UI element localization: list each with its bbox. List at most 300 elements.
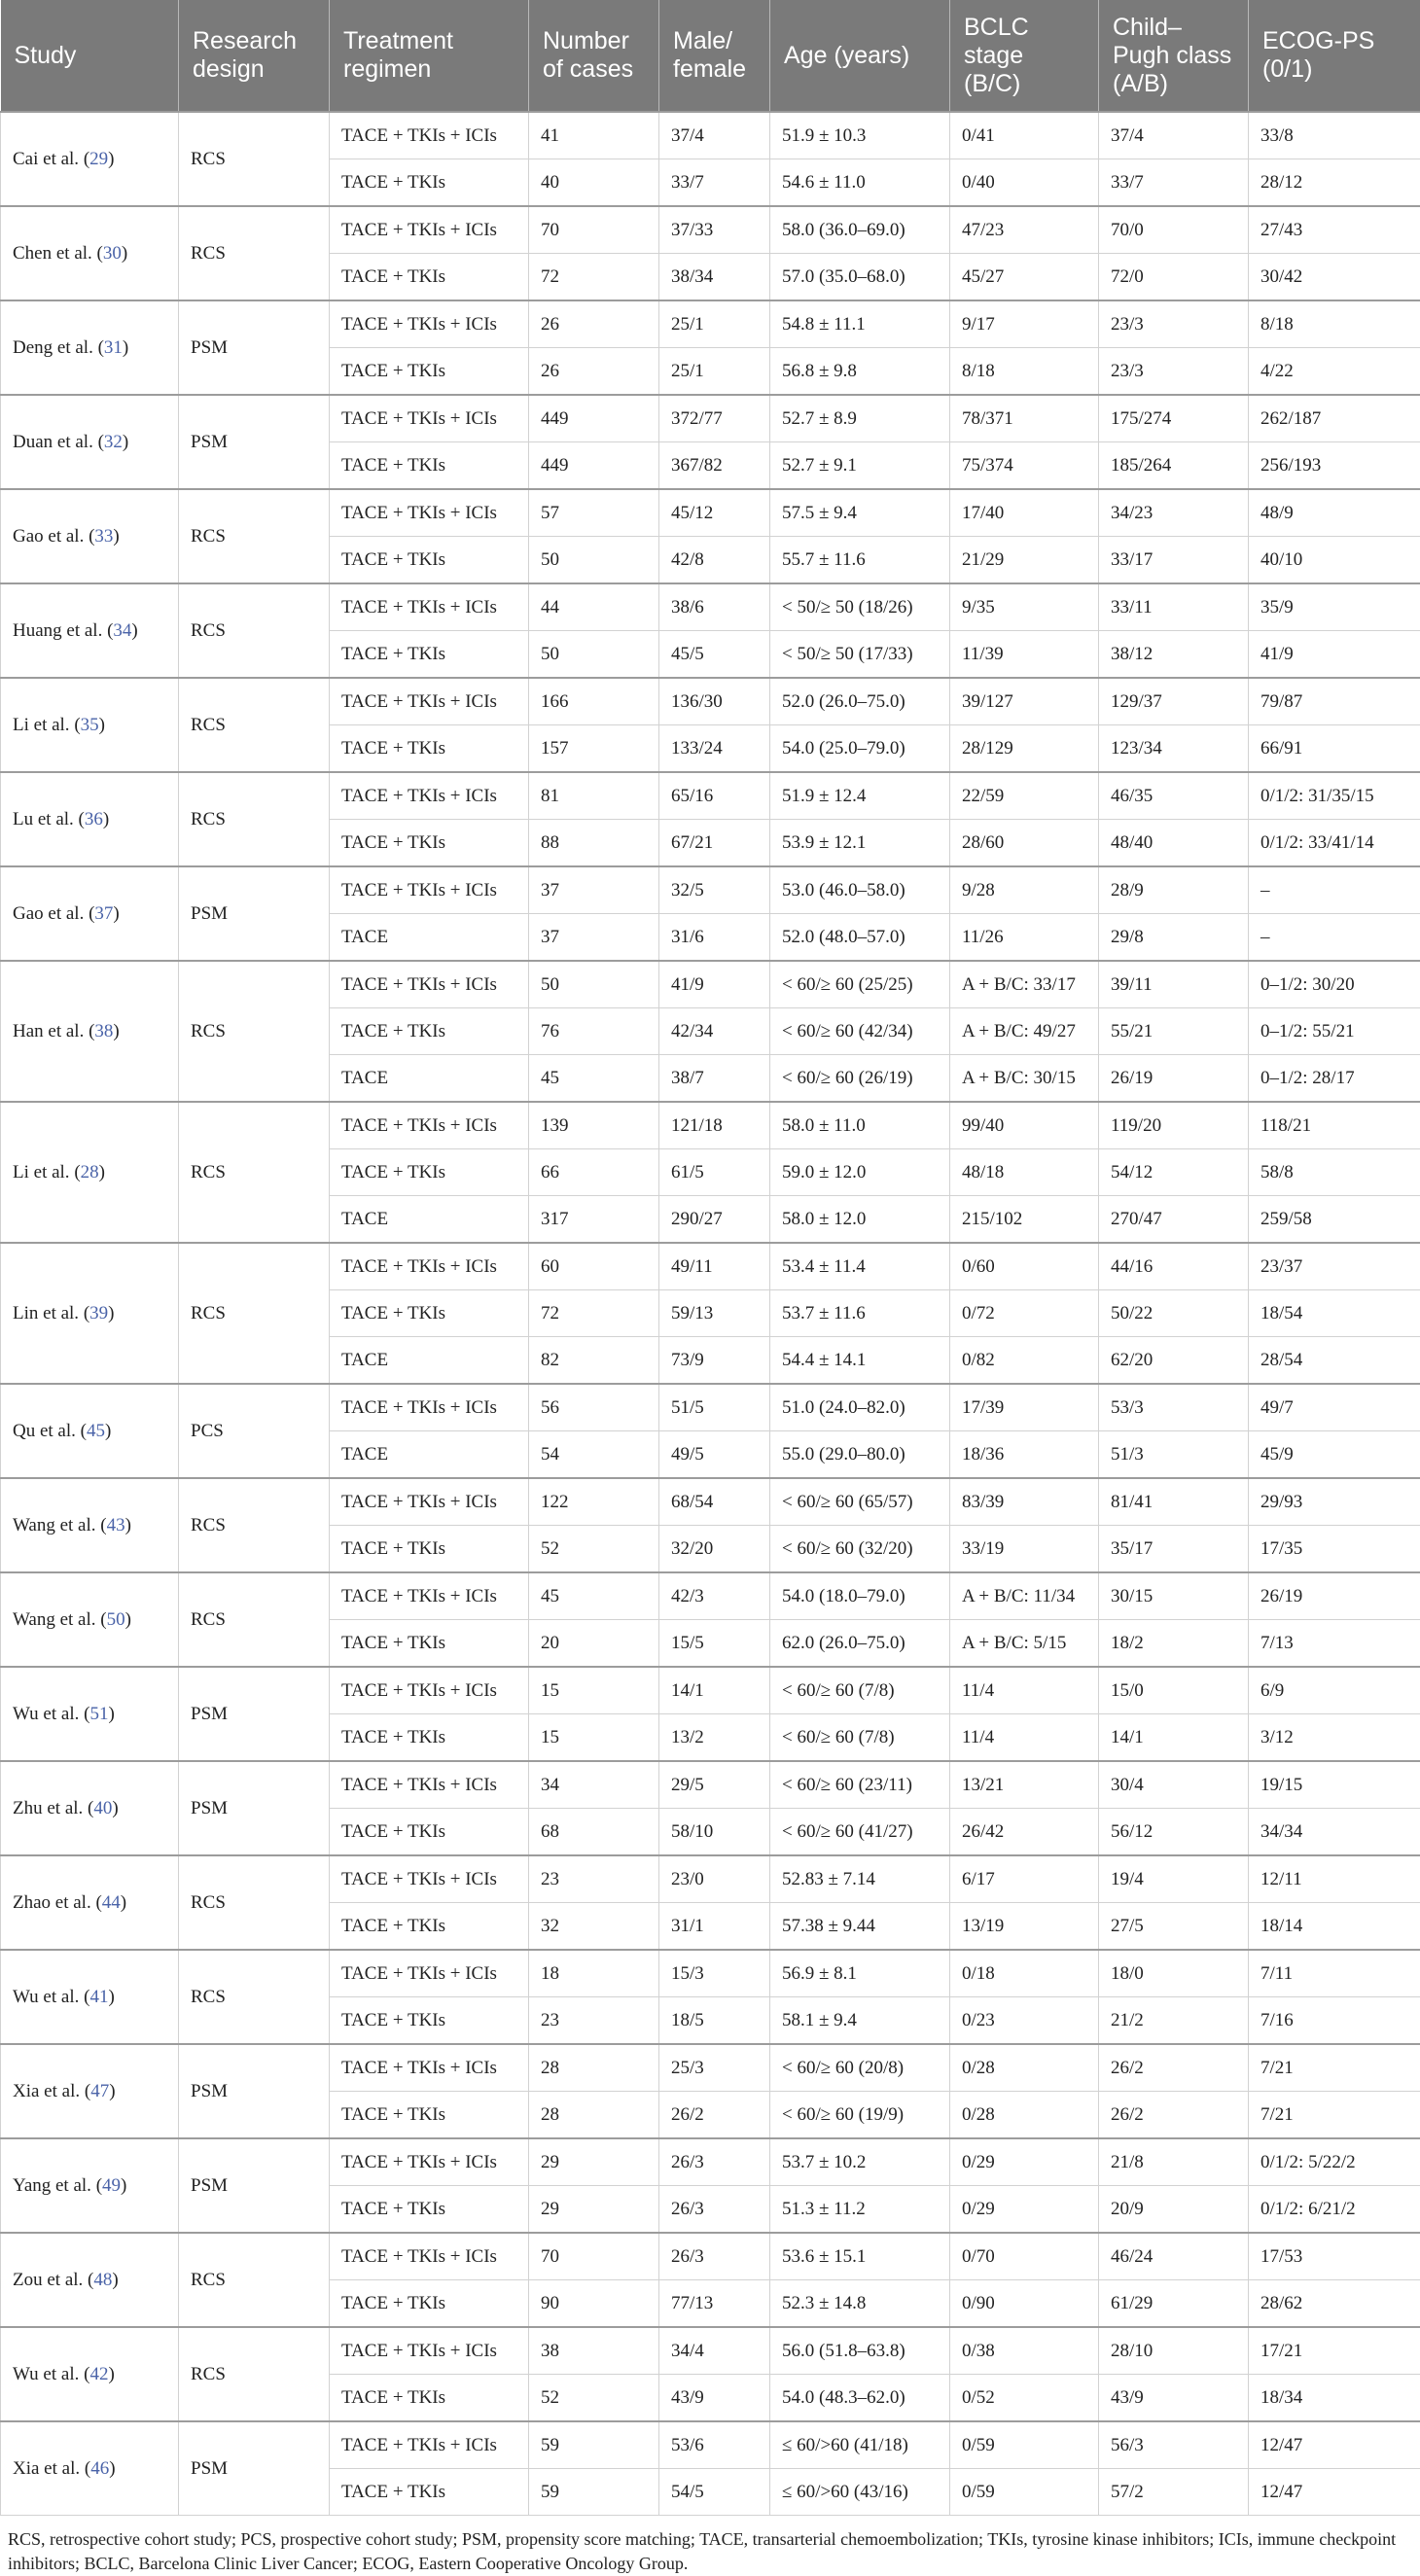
regimen-cell: TACE + TKIs	[330, 820, 529, 867]
sex-ratio-cell: 13/2	[659, 1714, 770, 1762]
ecog-cell: 41/9	[1249, 631, 1420, 679]
bclc-cell: 0/82	[950, 1337, 1099, 1385]
sex-ratio-cell: 37/4	[659, 112, 770, 159]
sex-ratio-cell: 38/6	[659, 583, 770, 631]
regimen-cell: TACE + TKIs	[330, 1526, 529, 1573]
regimen-cell: TACE + TKIs + ICIs	[330, 1384, 529, 1431]
sex-ratio-cell: 42/8	[659, 537, 770, 584]
reference-link[interactable]: 48	[93, 2270, 112, 2290]
ecog-cell: –	[1249, 914, 1420, 962]
age-cell: 53.9 ± 12.1	[770, 820, 950, 867]
ecog-cell: 49/7	[1249, 1384, 1420, 1431]
reference-link[interactable]: 51	[89, 1704, 108, 1724]
age-cell: < 50/≥ 50 (18/26)	[770, 583, 950, 631]
sex-ratio-cell: 38/7	[659, 1055, 770, 1103]
sex-ratio-cell: 67/21	[659, 820, 770, 867]
design-cell: PSM	[179, 866, 330, 961]
reference-link[interactable]: 40	[93, 1798, 112, 1818]
header-age: Age (years)	[770, 0, 950, 112]
bclc-cell: 8/18	[950, 348, 1099, 396]
bclc-cell: 28/129	[950, 725, 1099, 773]
design-cell: RCS	[179, 583, 330, 678]
age-cell: < 60/≥ 60 (32/20)	[770, 1526, 950, 1573]
bclc-cell: 17/39	[950, 1384, 1099, 1431]
regimen-cell: TACE + TKIs	[330, 2280, 529, 2328]
age-cell: 51.9 ± 12.4	[770, 772, 950, 820]
table-row	[1, 489, 1420, 537]
bclc-cell: 9/28	[950, 866, 1099, 914]
child-pugh-cell: 185/264	[1099, 442, 1249, 490]
ecog-cell: 28/54	[1249, 1337, 1420, 1385]
age-cell: 56.0 (51.8–63.8)	[770, 2327, 950, 2375]
study-cell: Wu et al. (42)	[1, 2327, 179, 2421]
child-pugh-cell: 21/8	[1099, 2138, 1249, 2186]
reference-link[interactable]: 34	[113, 620, 131, 641]
cases-cell: 449	[529, 395, 659, 442]
ecog-cell: 7/21	[1249, 2044, 1420, 2092]
reference-link[interactable]: 37	[94, 903, 113, 924]
ecog-cell: 48/9	[1249, 489, 1420, 537]
sex-ratio-cell: 31/6	[659, 914, 770, 962]
age-cell: 56.8 ± 9.8	[770, 348, 950, 396]
ecog-cell: 27/43	[1249, 206, 1420, 254]
bclc-cell: 47/23	[950, 206, 1099, 254]
regimen-cell: TACE + TKIs + ICIs	[330, 2138, 529, 2186]
age-cell: 52.3 ± 14.8	[770, 2280, 950, 2328]
ecog-cell: 6/9	[1249, 1667, 1420, 1714]
design-cell: PSM	[179, 2138, 330, 2233]
reference-link[interactable]: 36	[85, 809, 103, 829]
age-cell: 54.0 (25.0–79.0)	[770, 725, 950, 773]
study-name: Wu et al.	[13, 1704, 79, 1724]
reference-link[interactable]: 31	[104, 337, 123, 358]
ecog-cell: 7/21	[1249, 2092, 1420, 2139]
ecog-cell: 0/1/2: 33/41/14	[1249, 820, 1420, 867]
header-number-of-cases: Number of cases	[529, 0, 659, 112]
ecog-cell: 45/9	[1249, 1431, 1420, 1479]
cases-cell: 28	[529, 2092, 659, 2139]
header-male-female: Male/ female	[659, 0, 770, 112]
child-pugh-cell: 81/41	[1099, 1478, 1249, 1526]
child-pugh-cell: 34/23	[1099, 489, 1249, 537]
regimen-cell: TACE	[330, 1196, 529, 1244]
reference-link[interactable]: 44	[102, 1892, 121, 1913]
sex-ratio-cell: 34/4	[659, 2327, 770, 2375]
reference-link[interactable]: 30	[103, 243, 122, 264]
sex-ratio-cell: 54/5	[659, 2469, 770, 2516]
sex-ratio-cell: 290/27	[659, 1196, 770, 1244]
cases-cell: 29	[529, 2138, 659, 2186]
age-cell: 53.4 ± 11.4	[770, 1243, 950, 1290]
table-row	[1, 1478, 1420, 1526]
design-cell: PSM	[179, 2044, 330, 2138]
study-cell: Zou et al. (48)	[1, 2233, 179, 2327]
child-pugh-cell: 37/4	[1099, 112, 1249, 159]
bclc-cell: 83/39	[950, 1478, 1099, 1526]
study-name: Wu et al.	[13, 1987, 79, 2007]
bclc-cell: 11/4	[950, 1714, 1099, 1762]
sex-ratio-cell: 51/5	[659, 1384, 770, 1431]
study-name: Li et al.	[13, 1162, 70, 1182]
regimen-cell: TACE + TKIs	[330, 1008, 529, 1055]
ecog-cell: 256/193	[1249, 442, 1420, 490]
regimen-cell: TACE + TKIs + ICIs	[330, 206, 529, 254]
design-cell: RCS	[179, 2233, 330, 2327]
cases-cell: 50	[529, 537, 659, 584]
child-pugh-cell: 56/12	[1099, 1809, 1249, 1856]
age-cell: 52.7 ± 9.1	[770, 442, 950, 490]
regimen-cell: TACE + TKIs + ICIs	[330, 772, 529, 820]
study-name: Xia et al.	[13, 2458, 80, 2479]
regimen-cell: TACE + TKIs + ICIs	[330, 1855, 529, 1903]
table-row	[1, 2044, 1420, 2092]
design-cell: RCS	[179, 1950, 330, 2044]
cases-cell: 60	[529, 1243, 659, 1290]
study-name: Han et al.	[13, 1021, 84, 1041]
study-cell: Zhao et al. (44)	[1, 1855, 179, 1950]
study-name: Yang et al.	[13, 2175, 91, 2196]
regimen-cell: TACE + TKIs + ICIs	[330, 112, 529, 159]
child-pugh-cell: 33/11	[1099, 583, 1249, 631]
ecog-cell: 12/11	[1249, 1855, 1420, 1903]
regimen-cell: TACE + TKIs	[330, 442, 529, 490]
child-pugh-cell: 39/11	[1099, 961, 1249, 1008]
study-cell: Han et al. (38)	[1, 961, 179, 1102]
ecog-cell: 34/34	[1249, 1809, 1420, 1856]
study-cell: Yang et al. (49)	[1, 2138, 179, 2233]
study-name: Lu et al.	[13, 809, 74, 829]
reference-link[interactable]: 43	[107, 1515, 125, 1535]
ecog-cell: 23/37	[1249, 1243, 1420, 1290]
study-cell: Gao et al. (37)	[1, 866, 179, 961]
reference-link[interactable]: 35	[81, 715, 99, 735]
ecog-cell: 17/35	[1249, 1526, 1420, 1573]
bclc-cell: 13/21	[950, 1761, 1099, 1809]
reference-link[interactable]: 49	[102, 2175, 121, 2196]
child-pugh-cell: 29/8	[1099, 914, 1249, 962]
bclc-cell: 78/371	[950, 395, 1099, 442]
cases-cell: 45	[529, 1055, 659, 1103]
sex-ratio-cell: 18/5	[659, 1997, 770, 2045]
design-cell: RCS	[179, 2327, 330, 2421]
design-cell: PSM	[179, 1667, 330, 1761]
table-row	[1, 2421, 1420, 2469]
ecog-cell: 17/53	[1249, 2233, 1420, 2280]
header-study: Study	[1, 0, 179, 112]
sex-ratio-cell: 45/5	[659, 631, 770, 679]
reference-link[interactable]: 41	[89, 1987, 108, 2007]
sex-ratio-cell: 49/5	[659, 1431, 770, 1479]
age-cell: < 60/≥ 60 (41/27)	[770, 1809, 950, 1856]
child-pugh-cell: 51/3	[1099, 1431, 1249, 1479]
sex-ratio-cell: 45/12	[659, 489, 770, 537]
cases-cell: 32	[529, 1903, 659, 1951]
bclc-cell: A + B/C: 11/34	[950, 1572, 1099, 1620]
regimen-cell: TACE + TKIs	[330, 1903, 529, 1951]
regimen-cell: TACE + TKIs	[330, 2469, 529, 2516]
cases-cell: 28	[529, 2044, 659, 2092]
design-cell: RCS	[179, 1478, 330, 1572]
bclc-cell: 26/42	[950, 1809, 1099, 1856]
sex-ratio-cell: 372/77	[659, 395, 770, 442]
child-pugh-cell: 26/19	[1099, 1055, 1249, 1103]
bclc-cell: 215/102	[950, 1196, 1099, 1244]
study-name: Gao et al.	[13, 526, 84, 547]
table-row	[1, 1667, 1420, 1714]
cases-cell: 90	[529, 2280, 659, 2328]
study-name: Zhao et al.	[13, 1892, 91, 1913]
regimen-cell: TACE + TKIs	[330, 159, 529, 207]
table-row	[1, 866, 1420, 914]
design-cell: RCS	[179, 206, 330, 300]
sex-ratio-cell: 42/34	[659, 1008, 770, 1055]
cases-cell: 37	[529, 914, 659, 962]
age-cell: < 60/≥ 60 (20/8)	[770, 2044, 950, 2092]
ecog-cell: 28/62	[1249, 2280, 1420, 2328]
bclc-cell: 39/127	[950, 678, 1099, 725]
table-body	[1, 112, 1420, 2516]
study-cell: Gao et al. (33)	[1, 489, 179, 583]
child-pugh-cell: 21/2	[1099, 1997, 1249, 2045]
cases-cell: 81	[529, 772, 659, 820]
bclc-cell: 13/19	[950, 1903, 1099, 1951]
sex-ratio-cell: 14/1	[659, 1667, 770, 1714]
ecog-cell: 7/16	[1249, 1997, 1420, 2045]
ecog-cell: 40/10	[1249, 537, 1420, 584]
design-cell: RCS	[179, 489, 330, 583]
bclc-cell: 33/19	[950, 1526, 1099, 1573]
reference-link[interactable]: 32	[104, 432, 123, 452]
regimen-cell: TACE + TKIs + ICIs	[330, 1761, 529, 1809]
child-pugh-cell: 44/16	[1099, 1243, 1249, 1290]
bclc-cell: A + B/C: 49/27	[950, 1008, 1099, 1055]
study-name: Wang et al.	[13, 1609, 96, 1630]
regimen-cell: TACE + TKIs + ICIs	[330, 2421, 529, 2469]
age-cell: 57.0 (35.0–68.0)	[770, 254, 950, 301]
cases-cell: 70	[529, 2233, 659, 2280]
regimen-cell: TACE + TKIs + ICIs	[330, 1950, 529, 1997]
ecog-cell: 0–1/2: 55/21	[1249, 1008, 1420, 1055]
ecog-cell: 35/9	[1249, 583, 1420, 631]
table-row	[1, 395, 1420, 442]
reference-link[interactable]: 29	[89, 149, 108, 169]
child-pugh-cell: 26/2	[1099, 2092, 1249, 2139]
child-pugh-cell: 46/24	[1099, 2233, 1249, 2280]
study-cell: Lu et al. (36)	[1, 772, 179, 866]
age-cell: ≤ 60/>60 (43/16)	[770, 2469, 950, 2516]
cases-cell: 40	[529, 159, 659, 207]
ecog-cell: 0/1/2: 5/22/2	[1249, 2138, 1420, 2186]
bclc-cell: 17/40	[950, 489, 1099, 537]
table-row	[1, 206, 1420, 254]
age-cell: 58.0 ± 11.0	[770, 1102, 950, 1149]
age-cell: 62.0 (26.0–75.0)	[770, 1620, 950, 1668]
cases-cell: 76	[529, 1008, 659, 1055]
cases-cell: 45	[529, 1572, 659, 1620]
study-name: Qu et al.	[13, 1421, 76, 1441]
age-cell: < 60/≥ 60 (26/19)	[770, 1055, 950, 1103]
study-name: Li et al.	[13, 715, 70, 735]
cases-cell: 26	[529, 348, 659, 396]
reference-link[interactable]: 42	[89, 2364, 108, 2384]
study-cell: Xia et al. (46)	[1, 2421, 179, 2516]
cases-cell: 29	[529, 2186, 659, 2234]
table-row	[1, 2138, 1420, 2186]
design-cell: PSM	[179, 1761, 330, 1855]
study-cell: Wang et al. (50)	[1, 1572, 179, 1667]
study-cell: Huang et al. (34)	[1, 583, 179, 678]
bclc-cell: 0/60	[950, 1243, 1099, 1290]
ecog-cell: 12/47	[1249, 2421, 1420, 2469]
regimen-cell: TACE + TKIs	[330, 254, 529, 301]
child-pugh-cell: 20/9	[1099, 2186, 1249, 2234]
ecog-cell: 26/19	[1249, 1572, 1420, 1620]
regimen-cell: TACE + TKIs	[330, 2375, 529, 2422]
ecog-cell: 3/12	[1249, 1714, 1420, 1762]
study-name: Xia et al.	[13, 2081, 80, 2101]
child-pugh-cell: 28/10	[1099, 2327, 1249, 2375]
sex-ratio-cell: 31/1	[659, 1903, 770, 1951]
bclc-cell: 9/35	[950, 583, 1099, 631]
ecog-cell: 28/12	[1249, 159, 1420, 207]
table-row	[1, 772, 1420, 820]
regimen-cell: TACE + TKIs	[330, 1620, 529, 1668]
reference-link[interactable]: 47	[90, 2081, 109, 2101]
reference-link[interactable]: 38	[94, 1021, 113, 1041]
sex-ratio-cell: 133/24	[659, 725, 770, 773]
child-pugh-cell: 23/3	[1099, 300, 1249, 348]
ecog-cell: 17/21	[1249, 2327, 1420, 2375]
study-name: Duan et al.	[13, 432, 93, 452]
cases-cell: 56	[529, 1384, 659, 1431]
age-cell: 54.0 (48.3–62.0)	[770, 2375, 950, 2422]
age-cell: 54.6 ± 11.0	[770, 159, 950, 207]
sex-ratio-cell: 136/30	[659, 678, 770, 725]
ecog-cell: 0–1/2: 28/17	[1249, 1055, 1420, 1103]
header-bclc-stage: BCLC stage (B/C)	[950, 0, 1099, 112]
ecog-cell: 18/34	[1249, 2375, 1420, 2422]
study-cell: Li et al. (28)	[1, 1102, 179, 1243]
reference-link[interactable]: 39	[89, 1303, 108, 1323]
ecog-cell: 259/58	[1249, 1196, 1420, 1244]
cases-cell: 449	[529, 442, 659, 490]
regimen-cell: TACE	[330, 1337, 529, 1385]
reference-link[interactable]: 45	[87, 1421, 105, 1441]
sex-ratio-cell: 33/7	[659, 159, 770, 207]
regimen-cell: TACE + TKIs + ICIs	[330, 300, 529, 348]
table-row	[1, 961, 1420, 1008]
cases-cell: 59	[529, 2421, 659, 2469]
bclc-cell: 0/59	[950, 2421, 1099, 2469]
design-cell: RCS	[179, 1243, 330, 1384]
bclc-cell: 11/4	[950, 1667, 1099, 1714]
study-name: Zhu et al.	[13, 1798, 83, 1818]
ecog-cell: 0–1/2: 30/20	[1249, 961, 1420, 1008]
age-cell: 52.7 ± 8.9	[770, 395, 950, 442]
regimen-cell: TACE + TKIs + ICIs	[330, 583, 529, 631]
bclc-cell: 0/72	[950, 1290, 1099, 1337]
regimen-cell: TACE	[330, 914, 529, 962]
sex-ratio-cell: 15/5	[659, 1620, 770, 1668]
age-cell: < 60/≥ 60 (7/8)	[770, 1714, 950, 1762]
ecog-cell: 29/93	[1249, 1478, 1420, 1526]
regimen-cell: TACE + TKIs	[330, 2092, 529, 2139]
regimen-cell: TACE + TKIs + ICIs	[330, 1243, 529, 1290]
study-cell: Chen et al. (30)	[1, 206, 179, 300]
age-cell: 53.0 (46.0–58.0)	[770, 866, 950, 914]
child-pugh-cell: 26/2	[1099, 2044, 1249, 2092]
sex-ratio-cell: 121/18	[659, 1102, 770, 1149]
study-cell: Li et al. (35)	[1, 678, 179, 772]
bclc-cell: 99/40	[950, 1102, 1099, 1149]
reference-link[interactable]: 28	[81, 1162, 99, 1182]
cases-cell: 20	[529, 1620, 659, 1668]
bclc-cell: 9/17	[950, 300, 1099, 348]
regimen-cell: TACE + TKIs	[330, 1809, 529, 1856]
child-pugh-cell: 57/2	[1099, 2469, 1249, 2516]
regimen-cell: TACE + TKIs	[330, 1290, 529, 1337]
sex-ratio-cell: 26/3	[659, 2233, 770, 2280]
table-row	[1, 112, 1420, 159]
regimen-cell: TACE + TKIs	[330, 348, 529, 396]
regimen-cell: TACE + TKIs + ICIs	[330, 2233, 529, 2280]
bclc-cell: 0/29	[950, 2138, 1099, 2186]
cases-cell: 18	[529, 1950, 659, 1997]
study-cell: Wu et al. (51)	[1, 1667, 179, 1761]
regimen-cell: TACE + TKIs + ICIs	[330, 866, 529, 914]
age-cell: 51.3 ± 11.2	[770, 2186, 950, 2234]
reference-link[interactable]: 33	[94, 526, 113, 547]
sex-ratio-cell: 25/1	[659, 348, 770, 396]
sex-ratio-cell: 32/20	[659, 1526, 770, 1573]
cases-cell: 72	[529, 254, 659, 301]
child-pugh-cell: 27/5	[1099, 1903, 1249, 1951]
table-row	[1, 300, 1420, 348]
regimen-cell: TACE + TKIs	[330, 725, 529, 773]
cases-cell: 57	[529, 489, 659, 537]
age-cell: < 60/≥ 60 (25/25)	[770, 961, 950, 1008]
reference-link[interactable]: 50	[107, 1609, 125, 1630]
regimen-cell: TACE + TKIs + ICIs	[330, 961, 529, 1008]
regimen-cell: TACE + TKIs + ICIs	[330, 1667, 529, 1714]
cases-cell: 23	[529, 1855, 659, 1903]
regimen-cell: TACE + TKIs	[330, 2186, 529, 2234]
design-cell: PSM	[179, 395, 330, 489]
study-cell: Duan et al. (32)	[1, 395, 179, 489]
ecog-cell: 0/1/2: 31/35/15	[1249, 772, 1420, 820]
cases-cell: 44	[529, 583, 659, 631]
bclc-cell: 11/39	[950, 631, 1099, 679]
sex-ratio-cell: 23/0	[659, 1855, 770, 1903]
sex-ratio-cell: 42/3	[659, 1572, 770, 1620]
cases-cell: 52	[529, 1526, 659, 1573]
ecog-cell: 33/8	[1249, 112, 1420, 159]
header-row	[1, 0, 1420, 112]
bclc-cell: 28/60	[950, 820, 1099, 867]
reference-link[interactable]: 46	[90, 2458, 109, 2479]
child-pugh-cell: 30/15	[1099, 1572, 1249, 1620]
sex-ratio-cell: 37/33	[659, 206, 770, 254]
header-treatment-regimen: Treatment regimen	[330, 0, 529, 112]
bclc-cell: 0/29	[950, 2186, 1099, 2234]
study-cell: Deng et al. (31)	[1, 300, 179, 395]
study-cell: Qu et al. (45)	[1, 1384, 179, 1478]
regimen-cell: TACE + TKIs + ICIs	[330, 2327, 529, 2375]
age-cell: 58.1 ± 9.4	[770, 1997, 950, 2045]
ecog-cell: 58/8	[1249, 1149, 1420, 1196]
bclc-cell: 22/59	[950, 772, 1099, 820]
child-pugh-cell: 72/0	[1099, 254, 1249, 301]
